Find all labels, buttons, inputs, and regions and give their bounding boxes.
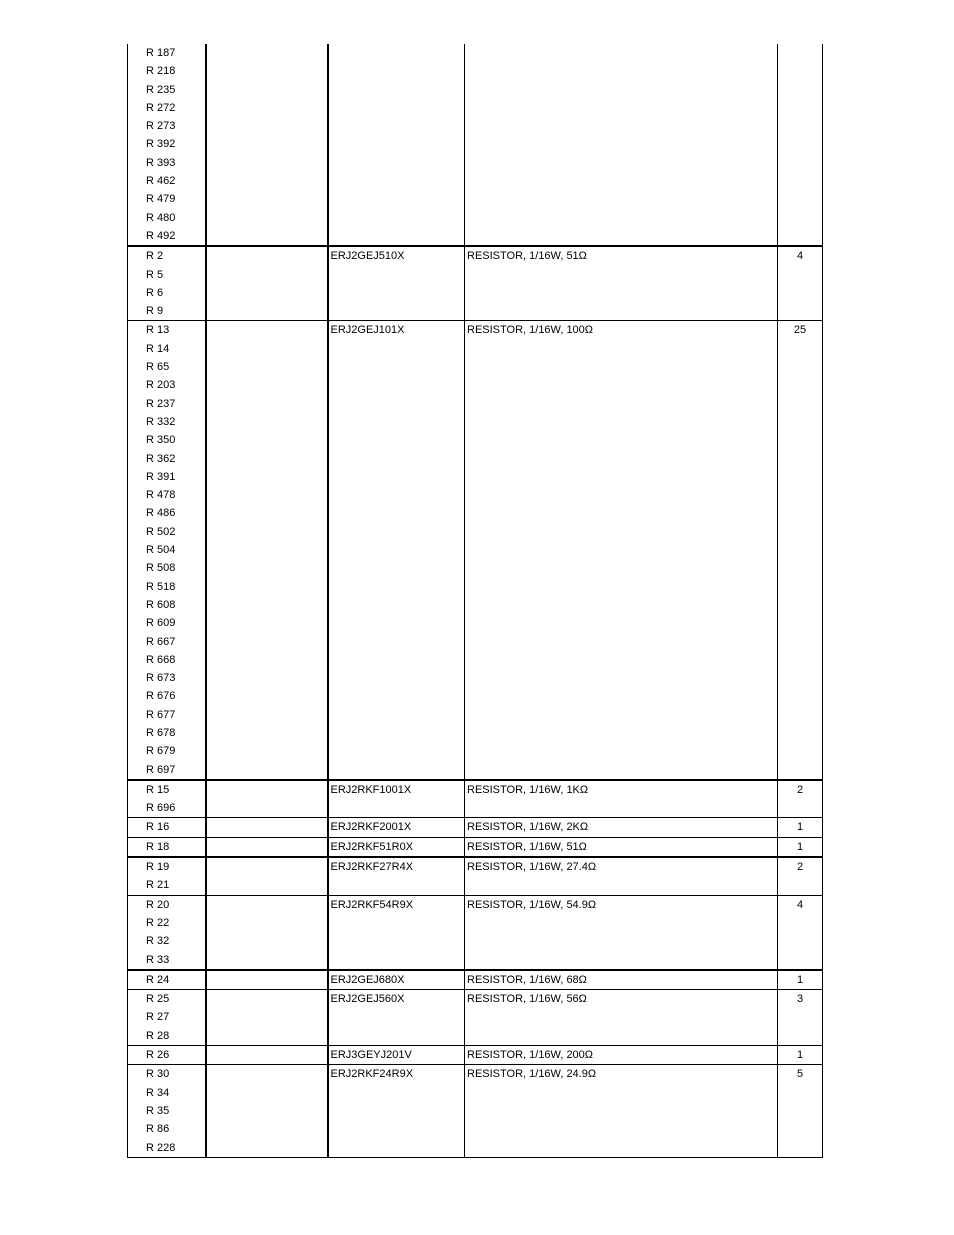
empty-cell: [206, 895, 328, 970]
ref-designator: R 235: [146, 83, 176, 96]
ref-designator: R 86: [146, 1123, 170, 1136]
ref-designator: R 673: [146, 672, 176, 685]
ref-designators-cell: [128, 780, 206, 818]
description-cell: RESISTOR, 1/16W, 68Ω: [465, 970, 778, 990]
quantity-cell: 1: [778, 1046, 823, 1065]
empty-cell: [206, 970, 328, 990]
ref-designators-cell: [128, 970, 206, 990]
ref-designator: R 502: [146, 525, 176, 538]
ref-designator: R 608: [146, 598, 176, 611]
ref-designator: R 22: [146, 916, 170, 929]
ref-designator: R 391: [146, 470, 176, 483]
table-row: [128, 837, 823, 857]
empty-cell: [206, 780, 328, 818]
ref-designators-cell: [128, 818, 206, 837]
empty-cell: [206, 837, 328, 857]
empty-cell: [206, 990, 328, 1046]
ref-designator: R 14: [146, 342, 170, 355]
ref-designator: R 273: [146, 120, 176, 133]
ref-designator: R 13: [146, 324, 170, 337]
empty-cell: [206, 857, 328, 895]
quantity-cell: 1: [778, 970, 823, 990]
ref-designator: R 16: [146, 821, 170, 834]
part-number-cell: ERJ2GEJ560X: [328, 990, 465, 1046]
table-row: [128, 1046, 823, 1065]
ref-designator: R 25: [146, 993, 170, 1006]
ref-designators-cell: [128, 1065, 206, 1157]
quantity-cell: [778, 44, 823, 246]
description-cell: RESISTOR, 1/16W, 54.9Ω: [465, 895, 778, 970]
ref-designator: R 18: [146, 840, 170, 853]
ref-designator: R 696: [146, 802, 176, 815]
ref-designator: R 676: [146, 690, 176, 703]
table-row: [128, 990, 823, 1046]
ref-designators-cell: [128, 321, 206, 780]
quantity-cell: 3: [778, 990, 823, 1046]
table-row: [128, 44, 823, 246]
ref-designator: R 33: [146, 953, 170, 966]
ref-designators-cell: [128, 44, 206, 246]
ref-designator: R 697: [146, 763, 176, 776]
quantity-cell: 5: [778, 1065, 823, 1157]
quantity-cell: 4: [778, 246, 823, 321]
ref-designators-cell: [128, 246, 206, 321]
quantity-cell: 25: [778, 321, 823, 780]
part-number-cell: ERJ2GEJ680X: [328, 970, 465, 990]
quantity-cell: 1: [778, 818, 823, 837]
part-number-cell: ERJ2GEJ101X: [328, 321, 465, 780]
ref-designator: R 679: [146, 745, 176, 758]
ref-designator: R 26: [146, 1049, 170, 1062]
ref-designator: R 30: [146, 1068, 170, 1081]
description-cell: RESISTOR, 1/16W, 51Ω: [465, 837, 778, 857]
description-cell: RESISTOR, 1/16W, 27.4Ω: [465, 857, 778, 895]
ref-designator: R 362: [146, 452, 176, 465]
ref-designator: R 480: [146, 211, 176, 224]
ref-designator: R 479: [146, 193, 176, 206]
ref-designator: R 20: [146, 898, 170, 911]
part-number-cell: ERJ2GEJ510X: [328, 246, 465, 321]
part-number-cell: ERJ2RKF51R0X: [328, 837, 465, 857]
table-row: [128, 1065, 823, 1157]
table-row: [128, 895, 823, 970]
part-number-cell: [328, 44, 465, 246]
ref-designator: R 478: [146, 489, 176, 502]
ref-designator: R 187: [146, 47, 176, 59]
ref-designator: R 21: [146, 879, 170, 892]
ref-designator: R 2: [146, 250, 164, 263]
ref-designator: R 5: [146, 268, 164, 281]
description-cell: RESISTOR, 1/16W, 1KΩ: [465, 780, 778, 818]
quantity-cell: 1: [778, 837, 823, 857]
ref-designator: R 35: [146, 1104, 170, 1117]
parts-list-body: [128, 44, 823, 1157]
part-number-cell: ERJ2RKF54R9X: [328, 895, 465, 970]
ref-designator: R 667: [146, 635, 176, 648]
ref-designator: R 9: [146, 305, 164, 318]
empty-cell: [206, 44, 328, 246]
part-number-cell: ERJ2RKF1001X: [328, 780, 465, 818]
ref-designators-cell: [128, 857, 206, 895]
ref-designator: R 350: [146, 434, 176, 447]
empty-cell: [206, 246, 328, 321]
ref-designator: R 486: [146, 507, 176, 520]
table-row: [128, 970, 823, 990]
ref-designator: R 19: [146, 861, 170, 874]
empty-cell: [206, 818, 328, 837]
ref-designator: R 28: [146, 1029, 170, 1042]
ref-designator: R 32: [146, 935, 170, 948]
table-row: [128, 818, 823, 837]
ref-designator: R 27: [146, 1011, 170, 1024]
part-number-cell: ERJ2RKF2001X: [328, 818, 465, 837]
ref-designator: R 504: [146, 544, 176, 557]
description-cell: RESISTOR, 1/16W, 56Ω: [465, 990, 778, 1046]
ref-designator: R 218: [146, 65, 176, 78]
ref-designator: R 65: [146, 361, 170, 374]
ref-designator: R 272: [146, 101, 176, 114]
description-cell: RESISTOR, 1/16W, 51Ω: [465, 246, 778, 321]
ref-designators-cell: [128, 1046, 206, 1065]
ref-designator: R 332: [146, 415, 176, 428]
parts-list-table: [127, 44, 823, 1158]
empty-cell: [206, 1046, 328, 1065]
ref-designator: R 237: [146, 397, 176, 410]
ref-designator: R 677: [146, 708, 176, 721]
table-row: [128, 780, 823, 818]
quantity-cell: 2: [778, 780, 823, 818]
ref-designator: R 392: [146, 138, 176, 151]
ref-designator: R 609: [146, 617, 176, 630]
ref-designator: R 34: [146, 1086, 170, 1099]
ref-designator: R 203: [146, 379, 176, 392]
empty-cell: [206, 1065, 328, 1157]
ref-designator: R 518: [146, 580, 176, 593]
description-cell: RESISTOR, 1/16W, 100Ω: [465, 321, 778, 780]
ref-designator: R 228: [146, 1141, 176, 1154]
ref-designator: R 678: [146, 726, 176, 739]
quantity-cell: 4: [778, 895, 823, 970]
part-number-cell: ERJ2RKF24R9X: [328, 1065, 465, 1157]
ref-designators-cell: [128, 990, 206, 1046]
ref-designator: R 24: [146, 973, 170, 986]
ref-designator: R 492: [146, 229, 176, 242]
description-cell: RESISTOR, 1/16W, 200Ω: [465, 1046, 778, 1065]
ref-designator: R 462: [146, 175, 176, 188]
table-row: [128, 246, 823, 321]
ref-designator: R 6: [146, 286, 164, 299]
ref-designator: R 508: [146, 562, 176, 575]
description-cell: [465, 44, 778, 246]
table-row: [128, 321, 823, 780]
ref-designator: R 668: [146, 653, 176, 666]
part-number-cell: ERJ3GEYJ201V: [328, 1046, 465, 1065]
quantity-cell: 2: [778, 857, 823, 895]
ref-designators-cell: [128, 895, 206, 970]
ref-designator: R 393: [146, 156, 176, 169]
part-number-cell: ERJ2RKF27R4X: [328, 857, 465, 895]
empty-cell: [206, 321, 328, 780]
ref-designators-cell: [128, 837, 206, 857]
description-cell: RESISTOR, 1/16W, 2KΩ: [465, 818, 778, 837]
ref-designator: R 15: [146, 783, 170, 796]
description-cell: RESISTOR, 1/16W, 24.9Ω: [465, 1065, 778, 1157]
table-row: [128, 857, 823, 895]
